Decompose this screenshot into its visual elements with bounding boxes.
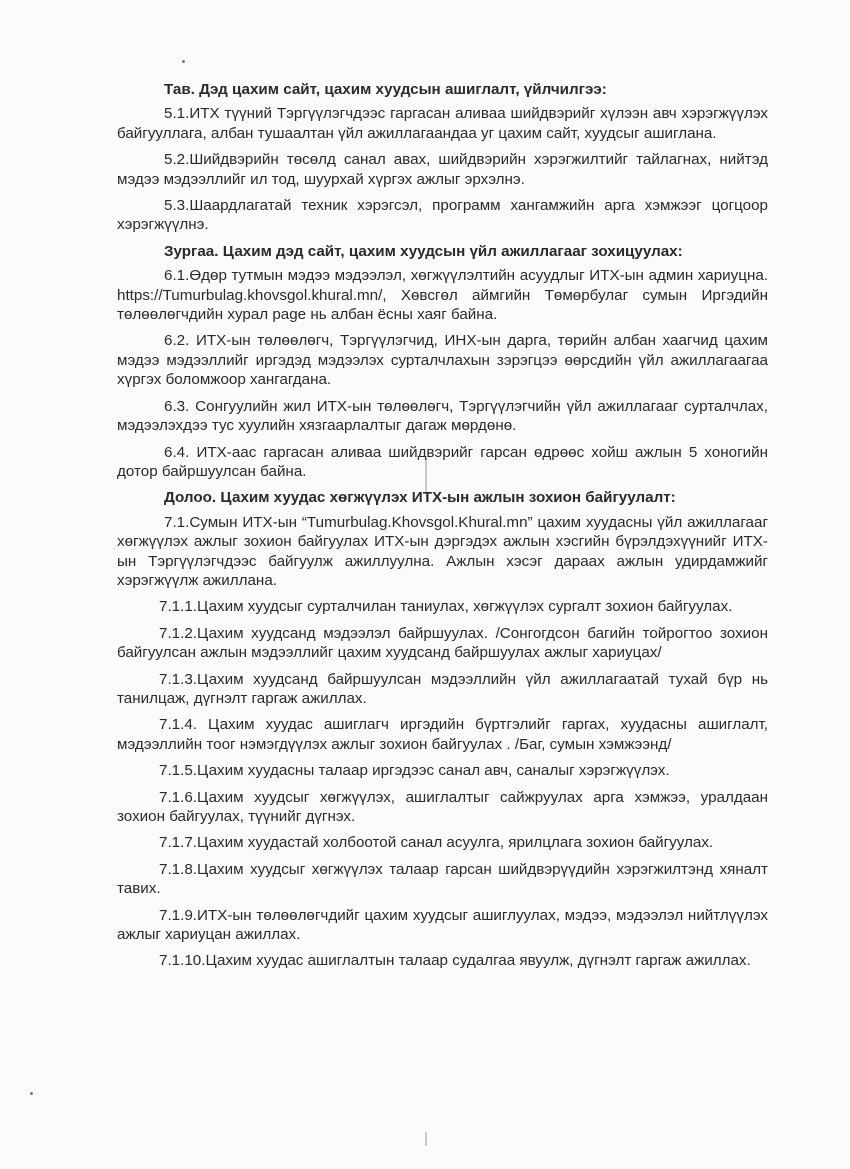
paragraph-7-1-4: 7.1.4. Цахим хуудас ашиглагч иргэдийн бүртгэлийг гаргах, хуудасны ашиглалт, мэдээллийн тоог нэмэгдүүлэх ажлыг зохион байгуулах . /Баг, сумын хэмжээнд/	[117, 716, 768, 753]
section-heading-6: Зургаа. Цахим дэд сайт, цахим хуудсын үйл ажиллагааг зохицуулах:	[164, 242, 683, 260]
paragraph-6-4: 6.4. ИТХ-аас гаргасан аливаа шийдвэрийг гарсан өдрөөс хойш ажлын 5 хоногийн дотор байршуулсан байна.	[117, 443, 768, 480]
paragraph-7-1-7: 7.1.7.Цахим хуудастай холбоотой санал асуулга, ярилцлага зохион байгуулах.	[159, 834, 714, 852]
paragraph-7-1-10: 7.1.10.Цахим хуудас ашиглалтын талаар судалгаа явуулж, дүгнэлт гаргаж ажиллах.	[159, 952, 751, 970]
fold-mark	[425, 1132, 427, 1146]
scan-speck	[182, 60, 185, 63]
paragraph-7-1-9: 7.1.9.ИТХ-ын төлөөлөгчдийг цахим хуудсыг ашиглуулах, мэдээ, мэдээлэл нийтлүүлэх ажлыг хариуцан ажиллах.	[117, 906, 768, 944]
paragraph-5-1: 5.1.ИТХ түүний Тэргүүлэгчдээс гаргасан аливаа шийдвэрийг хүлээн авч хэрэгжүүлэх байгууллага, албан тушаалтан үйл ажиллагаандаа уг цахим сайт, хуудсыг ашиглана.	[117, 105, 768, 142]
paragraph-7-1-3: 7.1.3.Цахим хуудсанд байршуулсан мэдээллийн үйл ажиллагаатай тухай бүр нь танилцаж, дүгнэлт гаргаж ажиллах.	[117, 670, 768, 707]
paragraph-6-1: 6.1.Өдөр тутмын мэдээ мэдээлэл, хөгжүүлэлтийн асуудлыг ИТХ-ын админ хариуцна. https://Tumurbulag.khovsgol.khural.mn/, Хөвсгөл аймгийн Төмөрбулаг сумын Иргэдийн төлөөлөгчдийн хурал page нь албан ёсны хаяг байна.	[117, 267, 768, 324]
paragraph-7-1: 7.1.Сумын ИТХ-ын “Tumurbulag.Khovsgol.Khural.mn” цахим хуудасны үйл ажиллагааг хөгжүүлэх ажлыг зохион байгуулах ИТХ-ын дэргэдэх ажлын хэсгийн бүрэлдэхүүнийг ИТХ-ын Тэргүүлэгчдээс байгуулж ажиллуулна. Ажлын хэсэг дараах ажлын удирдамжийг хэрэгжүүлж ажиллана.	[117, 513, 768, 589]
paragraph-7-1-5: 7.1.5.Цахим хуудасны талаар иргэдээс санал авч, саналыг хэрэгжүүлэх.	[159, 762, 670, 780]
scan-speck	[30, 1092, 33, 1095]
paragraph-6-2: 6.2. ИТХ-ын төлөөлөгч, Тэргүүлэгчид, ИНХ-ын дарга, төрийн албан хаагчид цахим мэдээ мэдээллийг иргэдэд мэдээлэх сурталчлахын зэрэгцээ өөрсдийн үйл ажиллагаагаа хүргэх боломжоор хангагдана.	[117, 332, 768, 389]
document-body	[117, 80, 768, 978]
paragraph-6-3: 6.3. Сонгуулийн жил ИТХ-ын төлөөлөгч, Тэргүүлэгчийн үйл ажиллагааг сурталчлах, мэдээлэхдээ тус хуулийн хязгаарлалтыг дагаж мөрдөнө.	[117, 397, 768, 435]
section-heading-7: Долоо. Цахим хуудас хөгжүүлэх ИТХ-ын ажлын зохион байгуулалт:	[164, 489, 676, 507]
paragraph-7-1-2: 7.1.2.Цахим хуудсанд мэдээлэл байршуулах. /Сонгогдсон багийн тойрогтоо зохион байгуулсан ажлын мэдээллийг цахим хуудсанд байршуулах ажлыг хариуцах/	[117, 624, 768, 662]
section-heading-5: Тав. Дэд цахим сайт, цахим хуудсын ашиглалт, үйлчилгээ:	[164, 81, 607, 98]
paragraph-5-3: 5.3.Шаардлагатай техник хэрэгсэл, программ хангамжийн арга хэмжээг цогцоор хэрэгжүүлнэ.	[117, 197, 768, 234]
paragraph-7-1-6: 7.1.6.Цахим хуудсыг хөгжүүлэх, ашиглалтыг сайжруулах арга хэмжээ, уралдаан зохион байгуулах, түүнийг дүгнэх.	[117, 788, 768, 825]
paragraph-5-2: 5.2.Шийдвэрийн төсөлд санал авах, шийдвэрийн хэрэгжилтийг тайлагнах, нийтэд мэдээ мэдээллийг ил тод, шуурхай хүргэх ажлыг эрхэлнэ.	[117, 151, 768, 188]
paragraph-7-1-1: 7.1.1.Цахим хуудсыг сурталчилан таниулах, хөгжүүлэх сургалт зохион байгуулах.	[159, 598, 733, 616]
paragraph-7-1-8: 7.1.8.Цахим хуудсыг хөгжүүлэх талаар гарсан шийдвэрүүдийн хэрэгжилтэнд хяналт тавих.	[117, 860, 768, 898]
